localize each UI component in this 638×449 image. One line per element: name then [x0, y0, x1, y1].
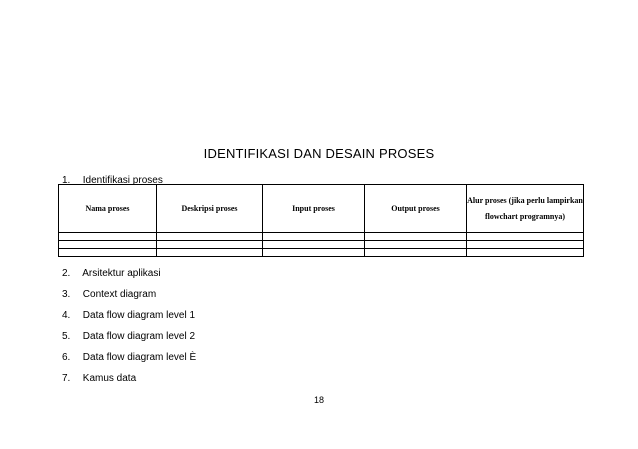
table-cell: [157, 241, 263, 249]
table-cell: [59, 233, 157, 241]
table-cell: [365, 249, 467, 257]
section-number: 1.: [62, 175, 71, 186]
section-7: [62, 373, 136, 384]
table-row: [59, 249, 584, 257]
section-4: [62, 310, 195, 321]
table-cell: [157, 249, 263, 257]
section-label: Context diagram: [82, 289, 157, 300]
header-deskripsi-proses: Deskripsi proses: [157, 185, 263, 233]
header-input-proses: Input proses: [263, 185, 365, 233]
table-cell: [59, 241, 157, 249]
section-number: 3.: [62, 289, 71, 300]
section-number: 5.: [62, 331, 71, 342]
table-cell: [467, 241, 584, 249]
section-number: 6.: [62, 352, 71, 363]
table-cell: [467, 233, 584, 241]
section-number: 2.: [62, 268, 71, 279]
table-row: [59, 241, 584, 249]
section-label: Arsitektur aplikasi: [82, 268, 161, 279]
section-label: Data flow diagram level 2: [82, 331, 196, 342]
section-label: Identifikasi proses: [82, 175, 163, 186]
table-cell: [59, 249, 157, 257]
header-nama-proses: Nama proses: [59, 185, 157, 233]
document-title: IDENTIFIKASI DAN DESAIN PROSES: [203, 146, 435, 161]
table-cell: [263, 233, 365, 241]
section-label: Kamus data: [82, 373, 137, 384]
section-label: Data flow diagram level È: [82, 352, 197, 363]
table-cell: [157, 233, 263, 241]
section-number: 4.: [62, 310, 71, 321]
table-cell: [365, 233, 467, 241]
page-number: 18: [313, 395, 324, 405]
header-alur-proses: Alur proses (jika perlu lampirkan flowchart programnya): [467, 185, 584, 233]
table-header-row: [59, 185, 584, 233]
process-table: [58, 184, 584, 257]
section-3: [62, 289, 156, 300]
section-label: Data flow diagram level 1: [82, 310, 196, 321]
table-cell: [263, 249, 365, 257]
table-cell: [263, 241, 365, 249]
section-number: 7.: [62, 373, 71, 384]
section-5: [62, 331, 195, 342]
table-row: [59, 233, 584, 241]
header-output-proses: Output proses: [365, 185, 467, 233]
section-6: [62, 352, 196, 363]
table-cell: [365, 241, 467, 249]
table-cell: [467, 249, 584, 257]
section-2: [62, 268, 161, 279]
